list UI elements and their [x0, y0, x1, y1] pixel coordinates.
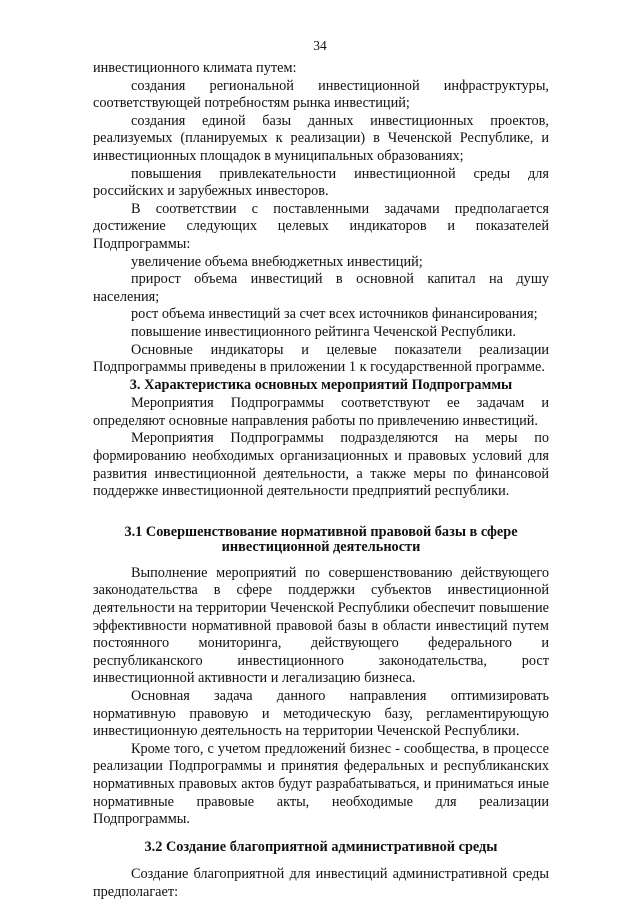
section-heading-3-1: 3.1 Совершенствование нормативной правовой базы в сфере инвестиционной деятельности: [124, 523, 518, 555]
section-heading-3: 3. Характеристика основных мероприятий Подпрограммы: [129, 376, 513, 393]
list-item: создания единой базы данных инвестиционных проектов, реализуемых (планируемых к реализации) в Чеченской Республике, и инвестиционных площадок в муниципальных образованиях;: [93, 112, 549, 164]
paragraph: Кроме того, с учетом предложений бизнес - сообщества, в процессе реализации Подпрограммы и принятия федеральных и республиканских нормативных правовых актов будут разрабатываться, и приниматься иные нормативные правовые акты, необходимые для реализации Подпрограммы.: [93, 740, 549, 828]
paragraph: Основные индикаторы и целевые показатели реализации Подпрограммы приведены в приложении 1 к государственной программе.: [93, 341, 549, 376]
paragraph: В соответствии с поставленными задачами предполагается достижение следующих целевых индикаторов и показателей Подпрограммы:: [93, 200, 549, 252]
list-item: увеличение объема внебюджетных инвестиций;: [131, 253, 423, 270]
list-item: рост объема инвестиций за счет всех источников финансирования;: [131, 306, 538, 323]
list-item: создания региональной инвестиционной инфраструктуры, соответствующей потребностям рынка инвестиций;: [93, 77, 549, 112]
paragraph: Мероприятия Подпрограммы подразделяются на меры по формированию необходимых организационных и правовых условий для развития инвестиционной деятельности, а также меры по финансовой поддержке инвестиционной деятельности предприятий республики.: [93, 430, 549, 500]
paragraph: Выполнение мероприятий по совершенствованию действующего законодательства в сфере поддержки субъектов инвестиционной деятельности на территории Чеченской Республики обеспечит повышение эффективности нормативной правовой базы в области инвестиций путем постоянного мониторинга, действующего федерального и республиканского инвестиционного законодательства, рост инвестиционной активности и легализацию бизнеса.: [93, 564, 549, 687]
section-heading-3-2: 3.2 Создание благоприятной административной среды: [144, 838, 498, 855]
paragraph: Основная задача данного направления оптимизировать нормативную правовую и методическую базу, регламентирующую инвестиционную деятельность на территории Чеченской Республики.: [93, 688, 549, 740]
paragraph: Мероприятия Подпрограммы соответствуют ее задачам и определяют основные направления работы по привлечению инвестиций.: [93, 395, 549, 429]
paragraph: Создание благоприятной для инвестиций административной среды предполагает:: [93, 866, 549, 900]
document-body: [93, 60, 549, 902]
page-number: 34: [313, 38, 327, 53]
list-item: повышение инвестиционного рейтинга Чеченской Республики.: [131, 323, 516, 340]
paragraph: инвестиционного климата путем:: [93, 60, 297, 76]
list-item: прирост объема инвестиций в основной капитал на душу населения;: [93, 271, 549, 305]
list-item: повышения привлекательности инвестиционной среды для российских и зарубежных инвесторов.: [93, 165, 549, 200]
